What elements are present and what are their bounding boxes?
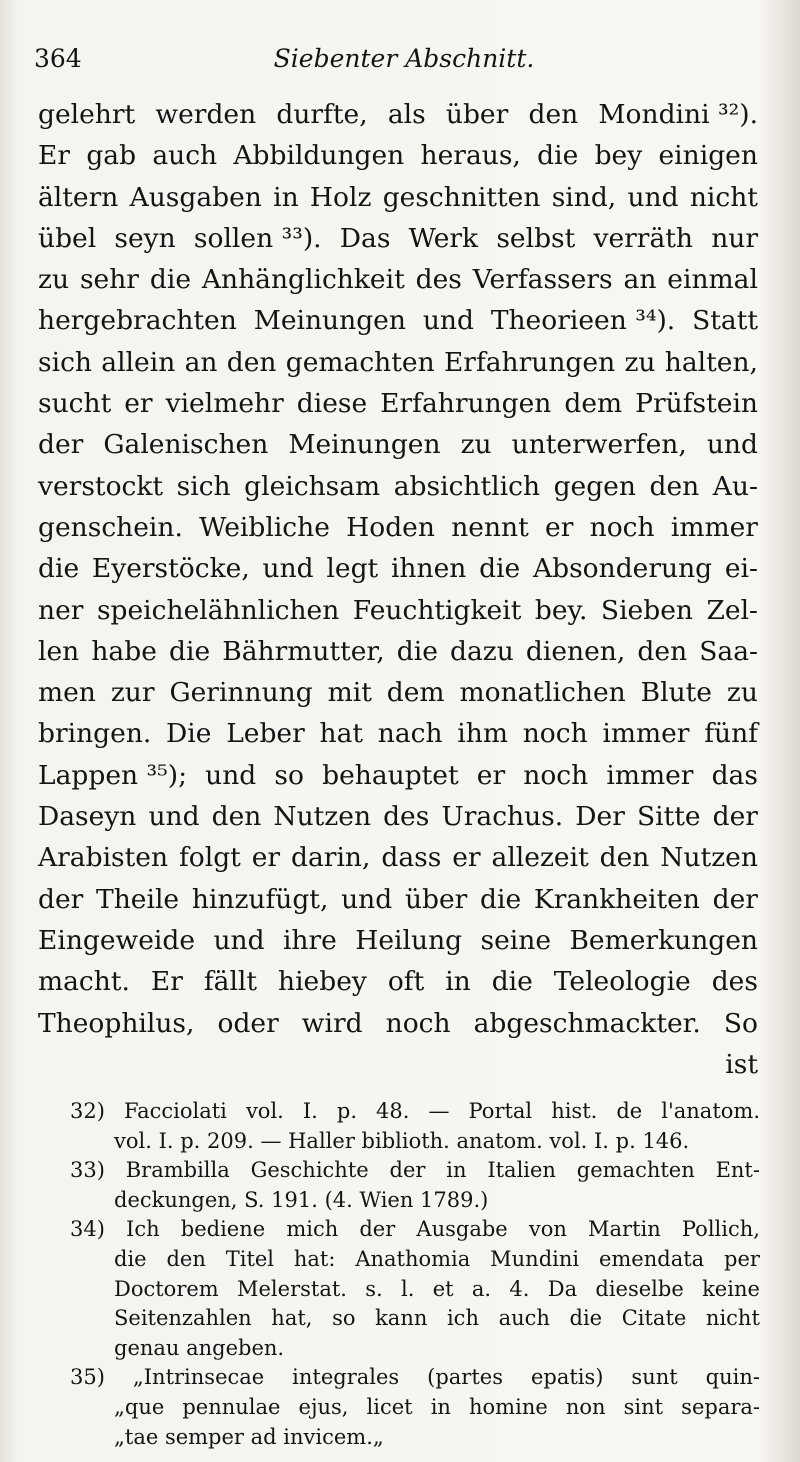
word: einigen (658, 140, 758, 172)
text-line (38, 259, 758, 300)
text-line (38, 920, 758, 961)
word: und (262, 553, 314, 585)
word: die (491, 966, 533, 998)
word: noch (523, 759, 589, 791)
word: und (422, 305, 474, 337)
word: ihm (457, 718, 508, 750)
word: als (387, 99, 426, 130)
text-line (38, 961, 758, 1002)
word: den (649, 470, 700, 502)
footnote (70, 1215, 760, 1363)
word: über (445, 99, 509, 130)
word: heraus, (420, 140, 521, 172)
text-line (38, 218, 758, 259)
word: Das (339, 222, 391, 254)
word: immer (670, 511, 758, 543)
text-line (38, 713, 758, 754)
word: Holz (309, 181, 372, 213)
word: sollen ³³). (193, 222, 322, 254)
word: dienen, (525, 635, 626, 667)
word: die (479, 553, 521, 585)
word: noch (385, 1007, 451, 1039)
word: Bährmutter, (222, 635, 385, 667)
word: des (415, 264, 462, 296)
word: ältern (38, 181, 119, 213)
word: hinzufügt, (191, 883, 329, 915)
word: absichtlich (393, 470, 541, 502)
word: des (383, 801, 430, 833)
text-line (38, 590, 758, 631)
word: fünf (704, 718, 758, 750)
word: und (627, 181, 679, 213)
text-line (38, 507, 758, 548)
word: die (396, 635, 438, 667)
word: genschein. (38, 511, 183, 543)
word: er (124, 388, 153, 420)
word: die (480, 883, 522, 915)
word: Krankheiten (533, 883, 700, 915)
word: dass (381, 842, 442, 874)
footnote-line: deckungen, S. 191. (4. Wien 1789.) (114, 1187, 489, 1212)
word: wird (301, 1007, 363, 1039)
text-line (38, 300, 758, 341)
word: darin, (291, 842, 371, 874)
word: Theile (96, 883, 180, 915)
footnote (70, 1097, 760, 1156)
word: den (599, 842, 650, 874)
word: das (711, 759, 758, 791)
text-line (38, 466, 758, 507)
word: speichelähnlichen (96, 594, 340, 626)
word: noch (522, 718, 588, 750)
word: Meinungen (253, 305, 406, 337)
word: zu (726, 677, 758, 709)
word: zu (38, 264, 70, 296)
word: den (528, 99, 579, 130)
word: verstockt (38, 470, 164, 502)
word: behauptet (322, 759, 459, 791)
word: den (211, 801, 262, 833)
word: Daseyn (38, 801, 137, 833)
main-text (38, 94, 758, 1085)
word: und (205, 759, 257, 791)
word: Lappen ³⁵); (38, 759, 188, 791)
word: folgt (178, 842, 241, 874)
text-line (38, 1003, 758, 1044)
footnote-line: genau angeben. (114, 1335, 285, 1360)
word: allein (101, 346, 176, 378)
text-line (38, 631, 758, 672)
word: immer (602, 718, 690, 750)
word: und (341, 883, 393, 915)
word: Eingeweide (38, 924, 196, 956)
word: bringen. (38, 718, 152, 750)
word: an (623, 264, 657, 296)
word: und (213, 924, 265, 956)
word: Werk (408, 222, 479, 254)
word: er (476, 759, 506, 791)
word: Ausgaben (129, 181, 262, 213)
word: noch (589, 511, 655, 543)
word: die (169, 635, 211, 667)
word: bey. (534, 594, 588, 626)
word: durfte, (276, 99, 368, 130)
word: Saa- (699, 635, 758, 667)
word: den (637, 635, 688, 667)
word: selbst (496, 222, 576, 254)
footnote (70, 1156, 760, 1215)
text-line (38, 383, 758, 424)
word: mit (327, 677, 372, 709)
word: Feuchtigkeit (352, 594, 522, 626)
word: die (537, 140, 579, 172)
footnote-line: Seitenzahlen hat, so kann ich auch die Citate nicht (114, 1306, 760, 1331)
word: Der (575, 801, 625, 833)
word: Au- (712, 470, 758, 502)
chapter-title: Siebenter Abschnitt. (273, 44, 535, 73)
word: zu (460, 429, 492, 461)
word: Teleologie (553, 966, 691, 998)
word: nur (711, 222, 758, 254)
word: Zel- (706, 594, 758, 626)
word: len (38, 635, 80, 667)
word: allezeit (491, 842, 589, 874)
word: sich (38, 346, 92, 378)
word: Statt (692, 305, 758, 337)
word: seine (480, 924, 552, 956)
word: ihre (282, 924, 337, 956)
word: die (149, 264, 191, 296)
word: Sieben (600, 594, 693, 626)
text-line (38, 548, 758, 589)
footnote-line: 33) Brambilla Geschichte der in Italien gemachten Ent- (70, 1158, 760, 1183)
word: Hoden (346, 511, 435, 543)
word: den (226, 346, 277, 378)
footnote-line: „tae semper ad invicem.„ (114, 1424, 384, 1449)
text-line (38, 796, 758, 837)
word: hergebrachten (38, 305, 237, 337)
word: Leber (226, 718, 305, 750)
text-line (38, 1044, 758, 1085)
word: hiebey (278, 966, 367, 998)
text-line (38, 672, 758, 713)
word: Erfahrungen (380, 388, 552, 420)
text-line (38, 879, 758, 920)
word: sich (176, 470, 231, 502)
word: verräth (593, 222, 693, 254)
word: halten, (664, 346, 758, 378)
footnote-line: „que pennulae ejus, licet in homine non sint separa- (114, 1394, 760, 1419)
word: Theophilus, (38, 1007, 195, 1039)
word: zur (110, 677, 155, 709)
word: Theorieen ³⁴). (490, 305, 676, 337)
word: Urachus. (441, 801, 564, 833)
word: geschnitten (382, 181, 541, 213)
word: sucht (38, 388, 112, 420)
word: der (38, 429, 84, 461)
text-line (38, 837, 758, 878)
word: nach (377, 718, 443, 750)
word: übel (38, 222, 97, 254)
word: immer (606, 759, 694, 791)
word: seyn (114, 222, 176, 254)
word: sind, (551, 181, 617, 213)
word: diese (296, 388, 368, 420)
word: werden (155, 99, 257, 130)
footnote-line: Doctorem Melerstat. s. l. et a. 4. Da dieselbe keine (114, 1276, 760, 1301)
word: dazu (450, 635, 514, 667)
word: gemachten (285, 346, 435, 378)
footnote-line: 34) Ich bediene mich der Ausgabe von Martin Pollich, (70, 1217, 760, 1242)
word: einmal (667, 264, 758, 296)
word: Blute (640, 677, 712, 709)
word: vielmehr (165, 388, 284, 420)
word: in (273, 181, 299, 213)
word: der (712, 801, 758, 833)
word: Prüfstein (635, 388, 758, 420)
word: Er (38, 140, 71, 172)
word: Erfahrungen (443, 346, 616, 378)
word: hat (319, 718, 364, 750)
word: Heilung (355, 924, 463, 956)
word: monatlichen (459, 677, 626, 709)
word: ner (38, 594, 84, 626)
footnote (70, 1363, 760, 1452)
word: Anhänglichkeit (201, 264, 405, 296)
word: Arabisten (38, 842, 169, 874)
word: gelehrt (38, 99, 136, 130)
word: unterwerfen, (511, 429, 687, 461)
word: in (445, 966, 471, 998)
word: so (274, 759, 304, 791)
word: ihnen (390, 553, 467, 585)
word: abgeschmackter. (473, 1007, 701, 1039)
word: oder (217, 1007, 279, 1039)
word: ist (725, 1048, 758, 1080)
word: er (251, 842, 281, 874)
word: Gerinnung (169, 677, 313, 709)
text-line (38, 94, 758, 135)
text-line (38, 177, 758, 218)
word: gab (86, 140, 137, 172)
text-line (38, 135, 758, 176)
word: die (38, 553, 80, 585)
word: Die (166, 718, 212, 750)
word: So (723, 1007, 758, 1039)
word: Meinungen (288, 429, 441, 461)
word: Bemerkungen (569, 924, 758, 956)
word: habe (91, 635, 157, 667)
footnote-line: 32) Facciolati vol. I. p. 48. — Portal hist. de l'anatom. (70, 1099, 760, 1123)
word: der (38, 883, 84, 915)
text-line (38, 342, 758, 383)
word: Mondini ³²). (598, 99, 758, 130)
word: Verfassers (472, 264, 613, 296)
word: zu (624, 346, 656, 378)
word: er (545, 511, 574, 543)
word: und (148, 801, 200, 833)
word: nennt (451, 511, 529, 543)
word: dem (386, 677, 445, 709)
word: Nutzen (273, 801, 372, 833)
word: Eyerstöcke, (91, 553, 250, 585)
word: dem (564, 388, 623, 420)
word: der (712, 883, 758, 915)
word: legt (326, 553, 379, 585)
text-line (38, 424, 758, 465)
word: Nutzen (660, 842, 758, 874)
word: des (711, 966, 758, 998)
word: ei- (724, 553, 758, 585)
word: nicht (689, 181, 758, 213)
word: gleichsam (244, 470, 381, 502)
word: Abbildungen (233, 140, 405, 172)
word: an (184, 346, 218, 378)
word: er (452, 842, 481, 874)
word: gegen (553, 470, 636, 502)
footnote-line: die den Titel hat: Anathomia Mundini emendata per (114, 1246, 760, 1271)
word: men (38, 677, 96, 709)
word: bey (594, 140, 643, 172)
footnotes (70, 1097, 760, 1452)
word: Er (150, 966, 183, 998)
word: Weibliche (199, 511, 330, 543)
running-head (34, 44, 774, 84)
text-line (38, 755, 758, 796)
page-number: 364 (34, 44, 82, 73)
word: fällt (203, 966, 258, 998)
footnote-line: 35) „Intrinsecae integrales (partes epatis) sunt quin- (70, 1365, 760, 1390)
word: Sitte (636, 801, 701, 833)
word: Absonderung (532, 553, 713, 585)
word: Galenischen (103, 429, 269, 461)
word: über (404, 883, 468, 915)
word: sehr (79, 264, 139, 296)
word: und (706, 429, 758, 461)
footnote-line: vol. I. p. 209. — Haller biblioth. anatom. vol. I. p. 146. (114, 1128, 690, 1153)
word: auch (152, 140, 218, 172)
word: oft (387, 966, 425, 998)
word: macht. (38, 966, 130, 998)
